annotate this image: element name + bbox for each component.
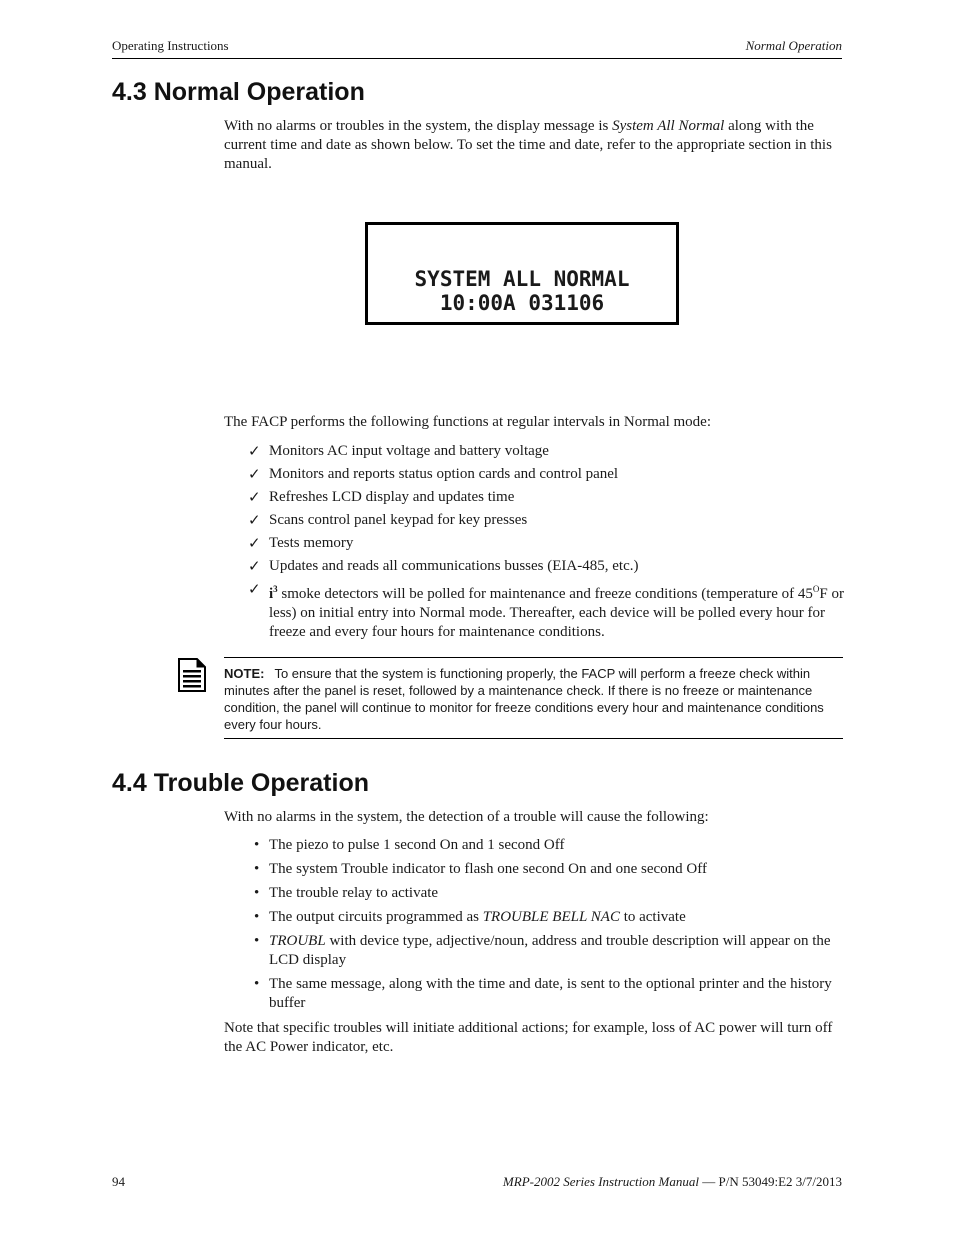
intro-emphasis: System All Normal: [612, 118, 725, 134]
trouble-bullet-list: [248, 836, 844, 1013]
bullet-text: The piezo to pulse 1 second On and 1 second Off: [269, 837, 565, 853]
page-header: [112, 38, 842, 59]
bullet-text: The output circuits programmed as: [269, 909, 483, 925]
list-item: [248, 975, 844, 1013]
normal-intro-paragraph: [224, 117, 842, 174]
bullet-text: The trouble relay to activate: [269, 885, 439, 901]
bullet-text: to activate: [619, 909, 686, 925]
note-box: [224, 657, 843, 739]
bullet-emphasis: TROUBL: [269, 933, 326, 949]
note-text: [224, 665, 843, 733]
bullet-icon: •: [254, 909, 260, 925]
check-text: Refreshes LCD display and updates time: [269, 489, 515, 505]
functions-intro: The FACP performs the following functions at regular intervals in Normal mode:: [224, 414, 711, 430]
check-text: smoke detectors will be polled for maintenance and freeze conditions (temperature of 45: [277, 586, 813, 602]
trouble-closing-paragraph: Note that specific troubles will initiate additional actions; for example, loss of AC power will turn off the AC Power indicator, etc.: [224, 1020, 833, 1055]
check-text: Monitors AC input voltage and battery voltage: [269, 443, 549, 459]
note-document-icon: [178, 658, 206, 692]
list-item: [248, 836, 844, 855]
check-icon: ✓: [248, 557, 261, 575]
check-icon: ✓: [248, 580, 261, 598]
bullet-icon: •: [254, 933, 260, 949]
header-right: Normal Operation: [745, 38, 842, 53]
bullet-text: The same message, along with the time and date, is sent to the optional printer and the history buffer: [269, 976, 832, 1011]
list-item: [248, 932, 844, 970]
check-icon: ✓: [248, 534, 261, 552]
check-text: Scans control panel keypad for key presses: [269, 512, 528, 528]
footer-manual-title: MRP-2002 Series Instruction Manual: [502, 1174, 699, 1189]
footer-part-number: — P/N 53049:E2 3/7/2013: [698, 1174, 842, 1189]
note-label: NOTE:: [224, 666, 265, 681]
bullet-text: with device type, adjective/noun, address and trouble description will appear on the LCD display: [269, 933, 831, 968]
bullet-emphasis: TROUBLE BELL NAC: [482, 909, 620, 925]
list-item: [248, 580, 844, 642]
check-text: Tests memory: [269, 535, 354, 551]
lcd-line-1: SYSTEM ALL NORMAL: [414, 267, 630, 291]
list-item: [248, 557, 844, 576]
degree-superscript: O: [812, 584, 820, 594]
bullet-icon: •: [254, 861, 260, 877]
header-left: Operating Instructions: [112, 38, 229, 53]
note-body: To ensure that the system is functioning properly, the FACP will perform a freeze check within minutes after the panel is reset, followed by a maintenance check. If there is no freeze or maintenance condition, the panel will continue to monitor for freeze conditions every hour and maintenance conditions every four hours.: [224, 666, 824, 732]
section-title-trouble-operation: 4.4 Trouble Operation: [112, 769, 369, 797]
bullet-icon: •: [254, 976, 260, 992]
functions-checklist: [248, 442, 844, 642]
trouble-intro: With no alarms in the system, the detection of a trouble will cause the following:: [224, 809, 709, 825]
page-number: 94: [112, 1174, 125, 1189]
check-text: Monitors and reports status option cards and control panel: [269, 466, 619, 482]
list-item: [248, 488, 844, 507]
list-item: [248, 511, 844, 530]
check-icon: ✓: [248, 465, 261, 483]
check-icon: ✓: [248, 488, 261, 506]
footer-manual-info: [503, 1174, 842, 1190]
lcd-line-2: 10:00A 031106: [439, 291, 605, 315]
check-icon: ✓: [248, 442, 261, 460]
list-item: [248, 534, 844, 553]
bullet-text: The system Trouble indicator to flash one second On and one second Off: [269, 861, 707, 877]
list-item: [248, 442, 844, 461]
intro-text-a: With no alarms or troubles in the system, the display message is: [224, 118, 613, 134]
i3-letter: i: [269, 586, 274, 602]
bullet-icon: •: [254, 837, 260, 853]
list-item: [248, 860, 844, 879]
bullet-icon: •: [254, 885, 260, 901]
section-title-normal-operation: 4.3 Normal Operation: [112, 78, 365, 106]
list-item: [248, 908, 844, 927]
list-item: [248, 884, 844, 903]
lcd-display-illustration: [365, 222, 679, 325]
check-icon: ✓: [248, 511, 261, 529]
list-item: [248, 465, 844, 484]
i3-superscript: 3: [273, 584, 278, 594]
check-text: Updates and reads all communications busses (EIA-485, etc.): [269, 558, 639, 574]
check-text: F or less) on initial entry into Normal mode. Thereafter, each device will be polled every hour for freeze and every four hours for maintenance conditions.: [269, 586, 844, 640]
intro-text-b: along with the current time and date as shown below. To set the time and date, refer to the appropriate section in this manual.: [224, 118, 832, 172]
